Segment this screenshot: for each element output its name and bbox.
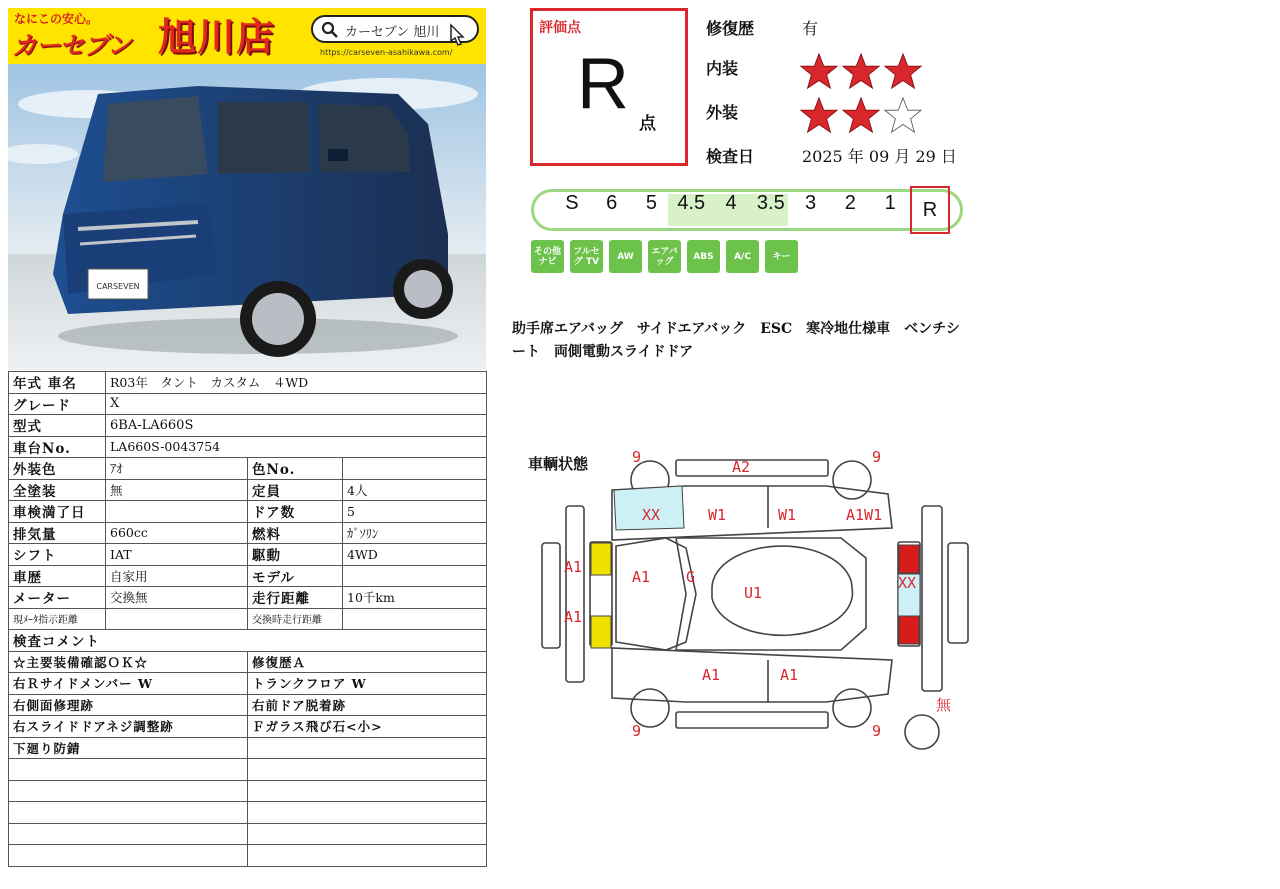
score-unit: 点 [639,114,656,134]
comment-cell: トランクフロア W [248,673,487,695]
damage-mark: A1W1 [846,506,883,524]
grade-scale-cells [552,192,950,228]
comment-cell [9,780,248,802]
doors-value: 5 [343,501,487,523]
filled-star-icon [800,52,838,90]
inspection-value [106,501,248,523]
damage-mark: 9 [632,448,642,466]
brand-logo: カーセブン [12,31,131,60]
comment-cell: Ｆガラス飛び石<小> [248,716,487,738]
damage-mark: A1 [702,666,721,684]
model-label: モデル [248,565,343,587]
displacement-label: 排気量 [9,522,106,544]
ac-icon: A/C [726,240,759,273]
inspected-value: 2025 年 09 月 29 日 [802,147,957,166]
model-year-label: 年式 車名 [9,372,106,394]
comment-cell [9,802,248,824]
comment-row [9,802,487,824]
abs-icon: ABS [687,240,720,273]
comment-cell: 右側面修理跡 [9,694,248,716]
navi-icon: その他 ナビ [531,240,564,273]
damage-mark: A1 [780,666,799,684]
score-value: R [577,44,629,124]
grade-scale-item: R [910,186,950,234]
damage-mark: A1 [632,568,651,586]
exterior-label: 外装 [706,103,739,122]
interior-rating [800,52,922,90]
comment-cell: 修復歴Ａ [248,651,487,673]
banner-url[interactable]: https://carseven-asahikawa.com/ [320,48,453,57]
color-label: 外装色 [9,458,106,480]
comment-row [9,823,487,845]
mileage-label: 走行距離 [248,587,343,609]
inspection-label: 車検満了日 [9,501,106,523]
comment-cell [9,823,248,845]
table-row [9,479,487,501]
color-no-label: 色No. [248,458,343,480]
comment-row [9,694,487,716]
inspected-label: 検査日 [706,147,755,166]
history-label: 車歴 [9,565,106,587]
damage-mark: 9 [632,722,642,740]
exterior-row [706,94,986,138]
color-value: ｱｵ [106,458,248,480]
comment-cell [9,759,248,781]
damage-diagram [536,448,976,758]
repaint-value: 無 [106,479,248,501]
grade-scale-item: 6 [606,192,618,214]
damage-mark: 無 [936,696,952,714]
capacity-label: 定員 [248,479,343,501]
empty-star-icon [884,96,922,134]
grade-scale-item: 5 [645,192,658,214]
filled-star-icon [800,96,838,134]
history-value: 自家用 [106,565,248,587]
search-query: カーセブン 旭川 [345,25,440,40]
comment-cell [248,759,487,781]
diagram-title: 車輌状態 [528,455,589,473]
airbag-icon: エアバッグ [648,240,681,273]
banner-tagline: なにこの安心。 [14,12,99,26]
comment-cell [248,845,487,867]
repair-label: 修復歴 [706,19,755,38]
type-value: 6BA-LA660S [106,415,487,437]
table-row [9,458,487,480]
grade-scale-item: 1 [884,192,896,214]
exterior-rating [800,96,922,134]
damage-mark: 9 [872,448,882,466]
pointer-cursor-icon [447,23,467,49]
table-row [9,565,487,587]
interior-label: 内装 [706,59,739,78]
damage-mark: W1 [778,506,797,524]
grade-scale-item: 3 [805,192,817,214]
interior-row [706,50,986,94]
comment-row [9,651,487,673]
damage-mark: G [686,568,696,586]
table-row [9,630,487,652]
table-row [9,522,487,544]
comment-row [9,780,487,802]
comment-rows [9,651,487,866]
damage-mark: W1 [708,506,727,524]
meter-label: メーター [9,587,106,609]
equipment-icons [531,240,798,273]
meter-value: 交換無 [106,587,248,609]
table-row [9,372,487,394]
filled-star-icon [842,96,880,134]
comment-cell: ☆主要装備確認ＯＫ☆ [9,651,248,673]
car-photo [8,64,486,370]
condition-info [706,10,986,182]
store-banner [8,8,486,64]
comment-cell [9,845,248,867]
filled-star-icon [884,52,922,90]
comment-cell: 右Ｒサイドメンバー W [9,673,248,695]
grade-scale-item: 4.5 [677,192,706,214]
comment-row [9,759,487,781]
shift-label: シフト [9,544,106,566]
comment-row [9,845,487,867]
comment-header: 検査コメント [9,630,487,652]
plate-text: CARSEVEN [96,282,140,291]
grade-scale-item: 2 [844,192,856,214]
table-row [9,501,487,523]
repair-row [706,10,986,50]
damage-mark: U1 [744,584,763,602]
comment-cell [248,823,487,845]
model-value [343,565,487,587]
comment-row [9,673,487,695]
table-row [9,393,487,415]
exchange-label: 交換時走行距離 [248,608,343,630]
exchange-value [343,608,487,630]
shift-value: IAT [106,544,248,566]
grade-scale [531,189,963,231]
grade-label: グレード [9,393,106,415]
table-row [9,587,487,609]
drive-label: 駆動 [248,544,343,566]
mileage-value: 10千km [343,587,487,609]
grade-value: X [106,393,487,415]
repair-value: 有 [802,19,819,38]
damage-mark: A1 [564,558,583,576]
damage-mark: A1 [564,608,583,626]
comment-cell [248,737,487,759]
comment-row [9,716,487,738]
type-label: 型式 [9,415,106,437]
color-no-value [343,458,487,480]
alloy-wheel-icon: AW [609,240,642,273]
table-row [9,608,487,630]
comment-row [9,737,487,759]
displacement-value: 660cc [106,522,248,544]
score-box [530,8,688,166]
table-row [9,415,487,437]
doors-label: ドア数 [248,501,343,523]
table-row [9,544,487,566]
search-icon [321,21,339,39]
comment-cell [248,780,487,802]
filled-star-icon [842,52,880,90]
current-meter-label: 現ﾒｰﾀ指示距離 [9,608,106,630]
grade-scale-item: 4 [725,192,737,214]
table-row [9,436,487,458]
search-box[interactable] [311,15,479,43]
damage-mark: XX [898,574,917,592]
comment-cell: 下廻り防錆 [9,737,248,759]
options-text: 助手席エアバッグ サイドエアバック ESC 寒冷地仕様車 ベンチシート 両側電動スライドドア [512,321,960,360]
damage-mark: 9 [872,722,882,740]
store-name: 旭川店 [158,15,276,59]
tv-icon: フルセグ TV [570,240,603,273]
grade-scale-item: S [565,192,579,214]
capacity-value: 4人 [343,479,487,501]
smart-key-icon: キー [765,240,798,273]
fuel-label: 燃料 [248,522,343,544]
score-label: 評価点 [539,20,581,36]
grade-scale-item: 3.5 [756,192,785,214]
repaint-label: 全塗装 [9,479,106,501]
chassis-label: 車台No. [9,436,106,458]
inspected-row [706,138,986,182]
comment-cell [248,802,487,824]
chassis-value: LA660S-0043754 [106,436,487,458]
current-meter-value [106,608,248,630]
comment-cell: 右スライドドアネジ調整跡 [9,716,248,738]
comment-cell: 右前ドア脱着跡 [248,694,487,716]
drive-value: 4WD [343,544,487,566]
damage-mark: A2 [732,458,751,476]
fuel-value: ｶﾞｿﾘﾝ [343,522,487,544]
model-year-value: R03年 タント カスタム ４WD [106,372,487,394]
damage-mark: XX [642,506,661,524]
spec-table [8,371,487,867]
